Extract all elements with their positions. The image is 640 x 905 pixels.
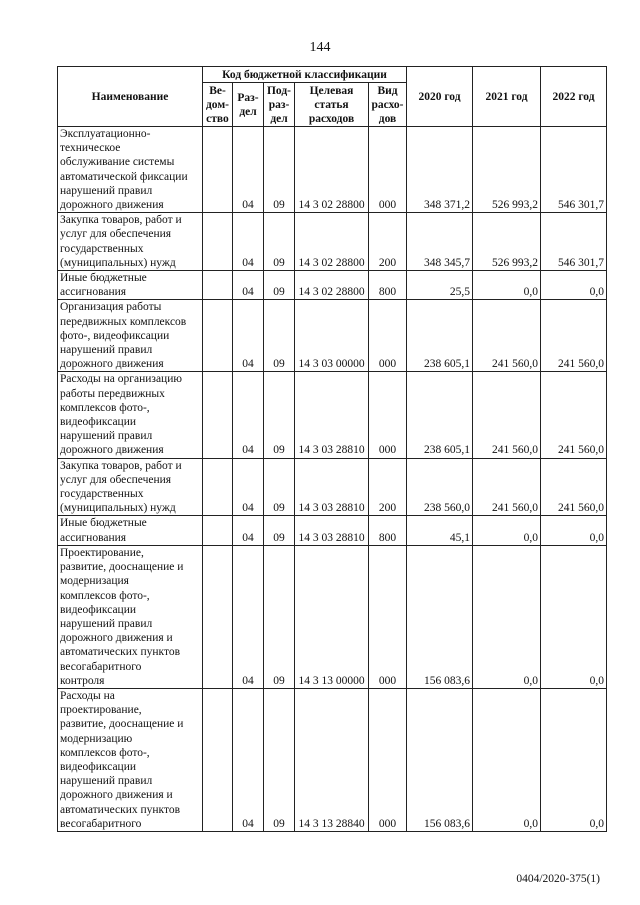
vedomstvo-cell [203, 516, 233, 545]
vedomstvo-cell [203, 458, 233, 516]
expense-type-cell: 000 [369, 127, 407, 213]
header-podrazdel: Под- раз- дел [264, 83, 295, 127]
header-name: Наименование [58, 67, 203, 127]
vedomstvo-cell [203, 372, 233, 458]
expense-type-cell: 200 [369, 458, 407, 516]
row-name-line: нарушений правил [60, 184, 153, 197]
header-2021: 2021 год [473, 67, 541, 127]
podrazdel-cell: 09 [264, 545, 295, 688]
target-article-cell: 14 3 13 00000 [295, 545, 369, 688]
row-name-line: автоматических пунктов [60, 646, 181, 659]
amount-2020-cell: 25,5 [407, 271, 473, 300]
table-row [58, 516, 607, 545]
podrazdel-cell: 09 [264, 516, 295, 545]
vedomstvo-cell [203, 127, 233, 213]
amount-2020-cell: 348 345,7 [407, 213, 473, 271]
amount-2020-cell: 45,1 [407, 516, 473, 545]
razdel-cell: 04 [233, 271, 264, 300]
table-row [58, 545, 607, 688]
expense-type-cell: 200 [369, 213, 407, 271]
vedomstvo-cell [203, 545, 233, 688]
row-name-line: техническое [60, 142, 121, 155]
target-article-cell: 14 3 03 00000 [295, 300, 369, 372]
podrazdel-cell: 09 [264, 688, 295, 831]
target-article-cell: 14 3 02 28800 [295, 127, 369, 213]
amount-2021-cell: 241 560,0 [473, 372, 541, 458]
razdel-cell: 04 [233, 688, 264, 831]
row-name-line: нарушений правил [60, 344, 153, 357]
table-row [58, 300, 607, 372]
vedomstvo-cell [203, 688, 233, 831]
row-name-line: Закупка товаров, работ и [60, 214, 182, 227]
target-article-cell: 14 3 03 28810 [295, 372, 369, 458]
row-name-cell [58, 372, 203, 458]
target-article-cell: 14 3 13 28840 [295, 688, 369, 831]
amount-2021-cell: 241 560,0 [473, 458, 541, 516]
razdel-cell: 04 [233, 372, 264, 458]
row-name-line: Организация работы [60, 301, 162, 314]
row-name-line: автоматической фиксации [60, 170, 188, 183]
row-name-line: фото-, видеофиксации [60, 329, 170, 342]
table-body [58, 127, 607, 832]
row-name-line: государственных [60, 242, 144, 255]
razdel-cell: 04 [233, 516, 264, 545]
expense-type-cell: 800 [369, 516, 407, 545]
expense-type-cell: 000 [369, 688, 407, 831]
target-article-cell: 14 3 02 28800 [295, 271, 369, 300]
header-expense-type: Вид расхо- дов [369, 83, 407, 127]
row-name-line: Расходы на [60, 689, 115, 702]
row-name-line: передвижных комплексов [60, 315, 187, 328]
amount-2021-cell: 0,0 [473, 545, 541, 688]
target-article-cell: 14 3 03 28810 [295, 516, 369, 545]
row-name-line: нарушений правил [60, 617, 153, 630]
amount-2020-cell: 238 605,1 [407, 372, 473, 458]
row-name-line: автоматических пунктов [60, 803, 181, 816]
expense-type-cell: 000 [369, 372, 407, 458]
document-code: 0404/2020-375(1) [516, 873, 600, 885]
vedomstvo-cell [203, 271, 233, 300]
razdel-cell: 04 [233, 127, 264, 213]
row-name-line: ассигнования [60, 286, 127, 299]
row-name-cell [58, 458, 203, 516]
row-name-line: дорожного движения и [60, 789, 173, 802]
target-article-cell: 14 3 02 28800 [295, 213, 369, 271]
row-name-cell [58, 545, 203, 688]
amount-2022-cell: 546 301,7 [541, 213, 607, 271]
amount-2022-cell: 0,0 [541, 271, 607, 300]
row-name-cell [58, 271, 203, 300]
razdel-cell: 04 [233, 213, 264, 271]
row-name-line: видеофиксации [60, 760, 137, 773]
amount-2021-cell: 241 560,0 [473, 300, 541, 372]
table-row [58, 127, 607, 213]
row-name-line: Расходы на организацию [60, 373, 182, 386]
amount-2022-cell: 0,0 [541, 545, 607, 688]
row-name-line: модернизация [60, 575, 129, 588]
podrazdel-cell: 09 [264, 300, 295, 372]
budget-table [57, 66, 607, 832]
amount-2021-cell: 526 993,2 [473, 213, 541, 271]
vedomstvo-cell [203, 213, 233, 271]
razdel-cell: 04 [233, 545, 264, 688]
table-row [58, 271, 607, 300]
razdel-cell: 04 [233, 458, 264, 516]
amount-2021-cell: 0,0 [473, 271, 541, 300]
amount-2022-cell: 0,0 [541, 516, 607, 545]
table-row [58, 458, 607, 516]
row-name-cell [58, 516, 203, 545]
expense-type-cell: 000 [369, 300, 407, 372]
row-name-line: проектирование, [60, 704, 142, 717]
row-name-line: дорожного движения [60, 358, 164, 371]
row-name-line: дорожного движения [60, 199, 164, 212]
row-name-line: видеофиксации [60, 603, 137, 616]
table-row [58, 688, 607, 831]
header-2022: 2022 год [541, 67, 607, 127]
header-vedomstvo: Ве- дом- ство [203, 83, 233, 127]
row-name-line: комплексов фото-, [60, 589, 150, 602]
target-article-cell: 14 3 03 28810 [295, 458, 369, 516]
row-name-line: комплексов фото-, [60, 746, 150, 759]
row-name-line: контроля [60, 674, 105, 687]
amount-2021-cell: 0,0 [473, 688, 541, 831]
header-razdel: Раз- дел [233, 83, 264, 127]
amount-2021-cell: 526 993,2 [473, 127, 541, 213]
row-name-cell [58, 127, 203, 213]
row-name-line: видеофиксации [60, 416, 137, 429]
amount-2022-cell: 241 560,0 [541, 458, 607, 516]
row-name-line: обслуживание системы [60, 156, 175, 169]
row-name-line: (муниципальных) нужд [60, 502, 176, 515]
amount-2020-cell: 156 083,6 [407, 688, 473, 831]
podrazdel-cell: 09 [264, 213, 295, 271]
podrazdel-cell: 09 [264, 458, 295, 516]
amount-2020-cell: 156 083,6 [407, 545, 473, 688]
amount-2022-cell: 241 560,0 [541, 300, 607, 372]
amount-2022-cell: 546 301,7 [541, 127, 607, 213]
row-name-line: весогабаритного [60, 817, 142, 830]
header-2020: 2020 год [407, 67, 473, 127]
row-name-line: нарушений правил [60, 775, 153, 788]
podrazdel-cell: 09 [264, 271, 295, 300]
row-name-line: Проектирование, [60, 546, 144, 559]
row-name-cell [58, 213, 203, 271]
amount-2022-cell: 0,0 [541, 688, 607, 831]
row-name-line: модернизацию [60, 732, 133, 745]
header-classification-group: Код бюджетной классификации [203, 67, 407, 83]
row-name-line: развитие, дооснащение и [60, 561, 184, 574]
row-name-line: Иные бюджетные [60, 517, 147, 530]
razdel-cell: 04 [233, 300, 264, 372]
row-name-cell [58, 688, 203, 831]
row-name-cell [58, 300, 203, 372]
podrazdel-cell: 09 [264, 372, 295, 458]
row-name-line: (муниципальных) нужд [60, 256, 176, 269]
table-row [58, 213, 607, 271]
amount-2022-cell: 241 560,0 [541, 372, 607, 458]
row-name-line: ассигнования [60, 531, 127, 544]
header-target-article: Целевая статья расходов [295, 83, 369, 127]
row-name-line: государственных [60, 488, 144, 501]
row-name-line: Закупка товаров, работ и [60, 459, 182, 472]
row-name-line: весогабаритного [60, 660, 142, 673]
amount-2020-cell: 238 560,0 [407, 458, 473, 516]
expense-type-cell: 000 [369, 545, 407, 688]
row-name-line: работы передвижных [60, 387, 165, 400]
row-name-line: дорожного движения и [60, 632, 173, 645]
podrazdel-cell: 09 [264, 127, 295, 213]
expense-type-cell: 800 [369, 271, 407, 300]
row-name-line: услуг для обеспечения [60, 473, 172, 486]
row-name-line: развитие, дооснащение и [60, 718, 184, 731]
row-name-line: комплексов фото-, [60, 401, 150, 414]
row-name-line: дорожного движения [60, 444, 164, 457]
page-number: 144 [309, 40, 331, 55]
row-name-line: услуг для обеспечения [60, 228, 172, 241]
amount-2021-cell: 0,0 [473, 516, 541, 545]
row-name-line: нарушений правил [60, 430, 153, 443]
vedomstvo-cell [203, 300, 233, 372]
amount-2020-cell: 238 605,1 [407, 300, 473, 372]
amount-2020-cell: 348 371,2 [407, 127, 473, 213]
table-row [58, 372, 607, 458]
row-name-line: Иные бюджетные [60, 272, 147, 285]
row-name-line: Эксплуатационно- [60, 128, 151, 140]
